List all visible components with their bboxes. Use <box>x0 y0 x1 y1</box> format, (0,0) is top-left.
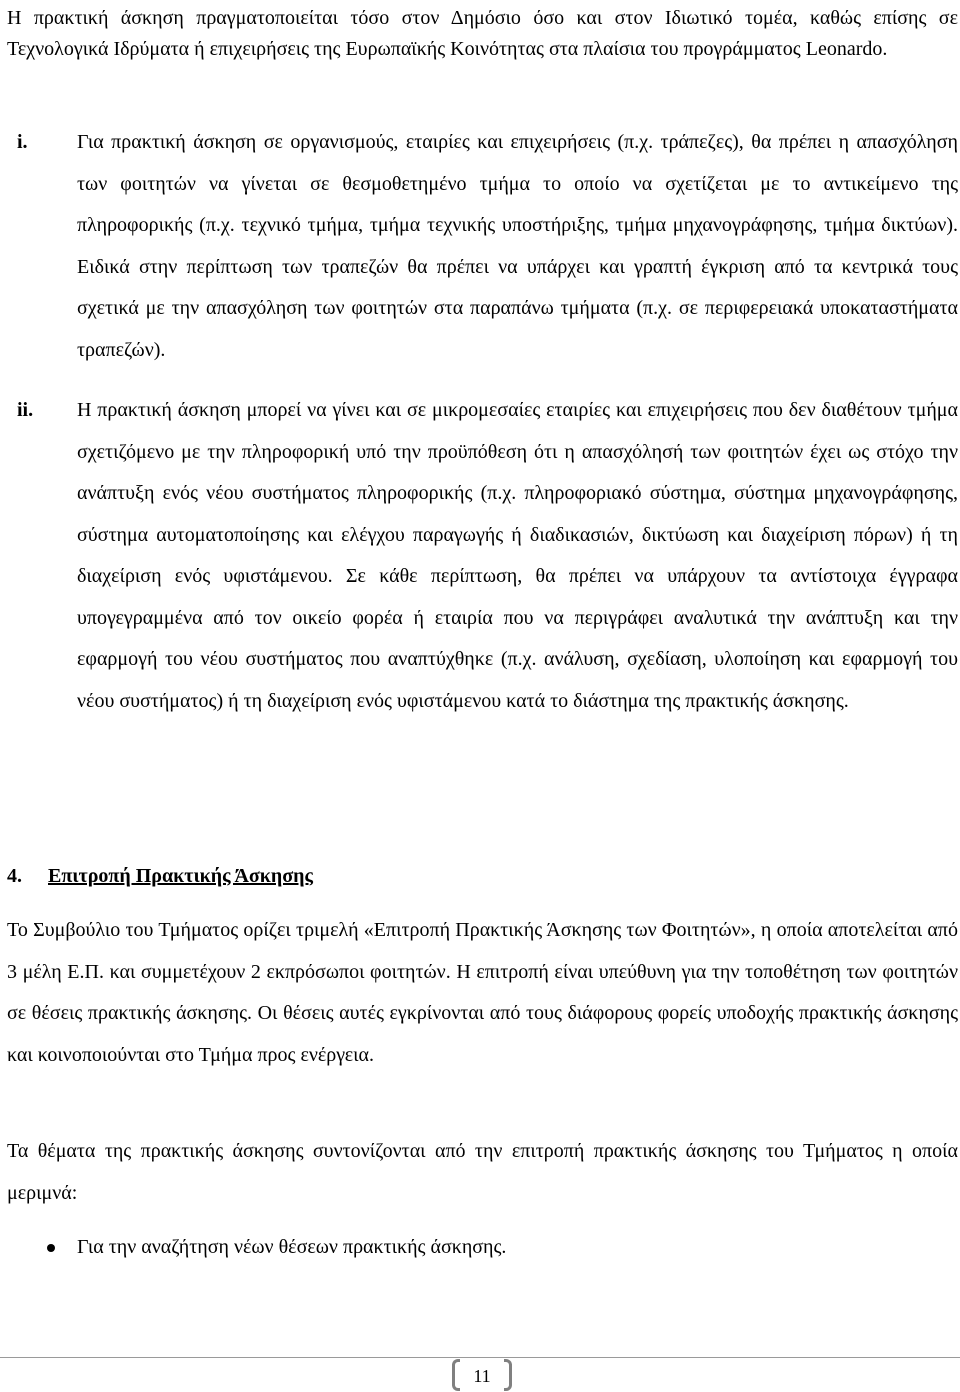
body-paragraph: Το Συμβούλιο του Τμήματος ορίζει τριμελή «Επιτροπή Πρακτικής Άσκησης των Φοιτητών», η οποία αποτελείται από 3 μέλη Ε.Π. και συμμετέχουν 2 εκπρόσωποι φοιτητών. Η επιτροπή είναι υπεύθυνη για την τοποθέτηση των φοιτητών σε θέσεις πρακτικής άσκησης. Οι θέσεις αυτές εγκρίνονται από τους διάφορους φορείς υποδοχής πρακτικής άσκησης και κοινοποιούνται στο Τμήμα προς ενέργεια. <box>7 919 958 1066</box>
section-title: Επιτροπή Πρακτικής Άσκησης <box>48 865 313 887</box>
bullet-icon <box>47 1244 55 1252</box>
list-marker: ii. <box>17 399 34 421</box>
bullet-list-item <box>0 1232 960 1264</box>
section-heading <box>7 861 313 892</box>
list-item-text: Για πρακτική άσκηση σε οργανισμούς, εταιρίες και επιχειρήσεις (π.χ. τράπεζες), θα πρέπει η απασχόληση των φοιτητών να γίνεται σε θεσμοθετημένο τμήμα το οποίο να σχετίζεται με το αντικείμενο της πληροφορικής (π.χ. τεχνικό τμήμα, τμήμα τεχνικής υποστήριξης, τμήμα μηχανογράφησης, τμήμα δικτύων). Ειδικά στην περίπτωση των τραπεζών θα πρέπει να υπάρχει και γραπτή έγκριση από τα κεντρικά τους σχετικά με την απασχόληση των φοιτητών στα παραπάνω τμήματα (π.χ. σε περιφερειακά υποκαταστήματα τραπεζών). <box>77 131 958 361</box>
right-brace-icon <box>504 1359 512 1391</box>
page-number-text: 11 <box>473 1366 491 1386</box>
intro-paragraph: Η πρακτική άσκηση πραγματοποιείται τόσο στον Δημόσιο όσο και στον Ιδιωτικό τομέα, καθώς επίσης σε Τεχνολογικά Ιδρύματα ή επιχειρήσεις της Ευρωπαϊκής Κοινότητας στα πλαίσια του προγράμματος Leonardo. <box>7 7 958 60</box>
body-paragraph: Τα θέματα της πρακτικής άσκησης συντονίζονται από την επιτροπή πρακτικής άσκησης του Τμήματος η οποία μεριμνά: <box>7 1140 958 1204</box>
page-number <box>452 1358 512 1392</box>
list-item-text: Η πρακτική άσκηση μπορεί να γίνει και σε μικρομεσαίες εταιρίες και επιχειρήσεις που δεν διαθέτουν τμήμα σχετιζόμενο με την πληροφορική υπό την προϋπόθεση ότι η απασχόλησή των φοιτητών έχει ως στόχο την ανάπτυξη ενός νέου συστήματος πληροφορικής (π.χ. πληροφοριακό σύστημα, σύστημα μηχανογράφησης, σύστημα αυτοματοποίησης και ελέγχου παραγωγής ή διαδικασιών, δικτύωση και διαχείριση πόρων) ή τη διαχείριση ενός υφιστάμενου. Σε κάθε περίπτωση, θα πρέπει να υπάρχουν τα αντίστοιχα έγγραφα υπογεγραμμένα από τον οικείο φορέα ή εταιρία που να περιγράφει αναλυτικά την ανάπτυξη και την εφαρμογή του νέου συστήματος που αναπτύχθηκε (π.χ. ανάλυση, σχεδίαση, υλοποίηση και εφαρμογή του νέου συστήματος) ή τη διαχείριση ενός υφιστάμενου κατά το διάστημα της πρακτικής άσκησης. <box>77 399 958 712</box>
section-number: 4. <box>7 865 22 887</box>
left-brace-icon <box>452 1359 460 1391</box>
bullet-text: Για την αναζήτηση νέων θέσεων πρακτικής άσκησης. <box>77 1236 507 1258</box>
list-marker: i. <box>17 131 28 153</box>
